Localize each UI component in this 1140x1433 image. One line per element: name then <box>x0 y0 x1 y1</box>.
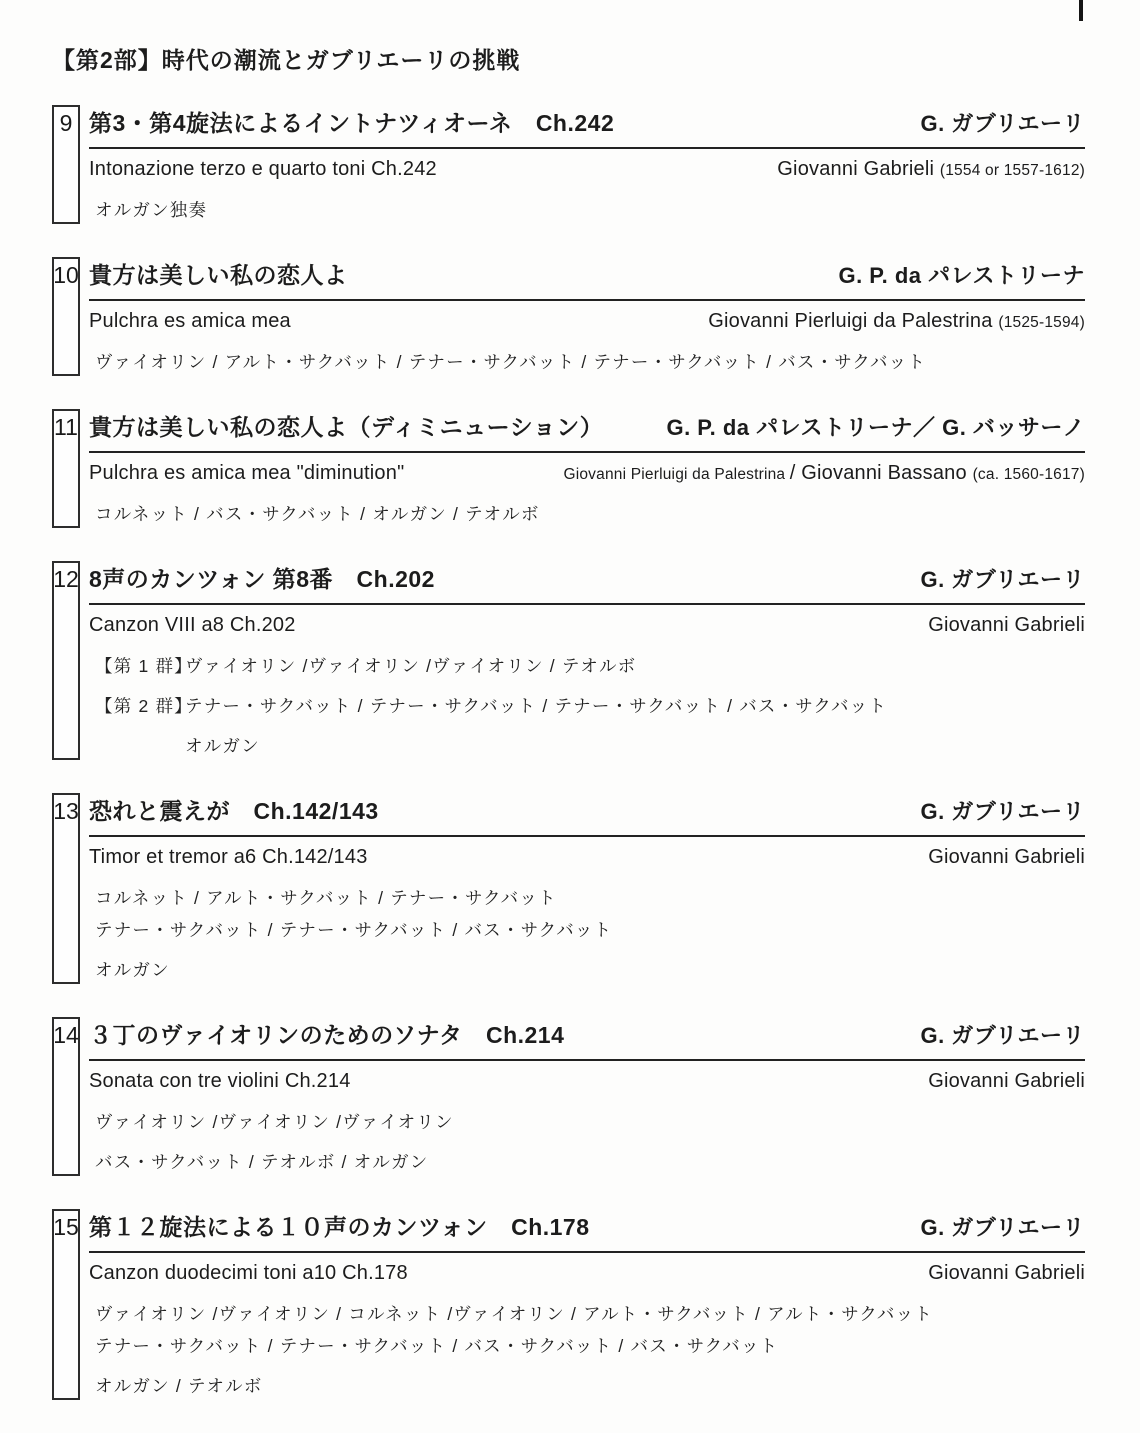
instrument-line <box>95 653 1085 678</box>
instrument-text: バス・サクバット / テオルボ / オルガン <box>95 1152 429 1172</box>
title-jp: 恐れと震えが Ch.142/143 <box>89 798 379 824</box>
composer-jp: G. P. da パレストリーナ <box>838 263 1085 288</box>
title-latin: Timor et tremor a6 Ch.142/143 <box>89 846 368 868</box>
title-row <box>89 257 1085 301</box>
title-latin: Canzon duodecimi toni a10 Ch.178 <box>89 1262 408 1284</box>
item-content <box>89 1209 1085 1400</box>
instrument-line <box>95 693 1085 718</box>
instrument-line <box>95 1373 1085 1398</box>
instrument-text: ヴァイオリン /ヴァイオリン / コルネット /ヴァイオリン / アルト・サクバット / アルト・サクバット <box>95 1304 933 1324</box>
section-header: 【第2部】時代の潮流とガブリエーリの挑戦 <box>52 47 521 73</box>
instrument-line <box>95 501 1085 526</box>
composer-jp: G. P. da パレストリーナ／ G. バッサーノ <box>666 415 1085 440</box>
instrument-text: テナー・サクバット / テナー・サクバット / バス・サクバット / バス・サクバット <box>95 1336 779 1356</box>
program-item-10 <box>52 257 1085 376</box>
item-number: 13 <box>53 798 79 824</box>
composer-en-name: Giovanni Gabrieli <box>928 1262 1085 1284</box>
title-row <box>89 793 1085 837</box>
item-content <box>89 561 1085 760</box>
title-latin: Pulchra es amica mea "diminution" <box>89 462 405 484</box>
title-row <box>89 105 1085 149</box>
composer-en <box>928 846 1085 869</box>
latin-row <box>89 1070 1085 1093</box>
composer-en-name: / Giovanni Bassano <box>789 462 973 484</box>
item-content <box>89 1017 1085 1176</box>
instrumentation <box>89 885 1085 982</box>
latin-row <box>89 1262 1085 1285</box>
item-number: 14 <box>53 1022 79 1048</box>
instrument-line <box>95 733 1085 758</box>
composer-en-name: Giovanni Gabrieli <box>777 158 940 180</box>
instrument-line <box>95 917 1085 942</box>
title-latin: Pulchra es amica mea <box>89 310 291 332</box>
title-jp: 貴方は美しい私の恋人よ（ディミニューション） <box>89 414 604 440</box>
composer-jp: G. ガブリエーリ <box>920 111 1085 136</box>
composer-en <box>708 310 1085 333</box>
latin-row <box>89 158 1085 181</box>
item-number: 10 <box>53 262 79 288</box>
composer-jp: G. ガブリエーリ <box>920 799 1085 824</box>
instrument-line <box>95 957 1085 982</box>
title-latin: Canzon VIII a8 Ch.202 <box>89 614 296 636</box>
instrumentation <box>89 653 1085 758</box>
item-number: 15 <box>53 1214 79 1240</box>
title-jp: 貴方は美しい私の恋人よ <box>89 262 348 288</box>
scan-artifact-line <box>1079 0 1083 21</box>
instrument-text: コルネット / バス・サクバット / オルガン / テオルボ <box>95 504 540 524</box>
composer-en-prefix: Giovanni Pierluigi da Palestrina <box>563 466 790 483</box>
program-item-11 <box>52 409 1085 528</box>
title-row <box>89 1209 1085 1253</box>
instrument-text: テナー・サクバット / テナー・サクバット / バス・サクバット <box>95 920 613 940</box>
instrument-text: オルガン <box>95 960 170 980</box>
instrument-line <box>95 1109 1085 1134</box>
instrument-line <box>95 1149 1085 1174</box>
instrument-text: コルネット / アルト・サクバット / テナー・サクバット <box>95 888 557 908</box>
instrument-line <box>95 885 1085 910</box>
item-number-box <box>52 1209 80 1400</box>
instrumentation <box>89 501 1085 526</box>
instrumentation <box>89 349 1085 374</box>
program-item-15 <box>52 1209 1085 1400</box>
instrument-text: ヴァイオリン / アルト・サクバット / テナー・サクバット / テナー・サクバット / バス・サクバット <box>95 352 927 372</box>
item-number-box <box>52 561 80 760</box>
program-list <box>52 105 1085 1433</box>
item-number-box <box>52 409 80 528</box>
composer-en <box>928 1262 1085 1285</box>
item-content <box>89 105 1085 224</box>
item-content <box>89 257 1085 376</box>
composer-jp: G. ガブリエーリ <box>920 1215 1085 1240</box>
group-label: 【第 2 群】 <box>95 696 193 716</box>
composer-en-name: Giovanni Gabrieli <box>928 614 1085 636</box>
title-jp: 8声のカンツォン 第8番 Ch.202 <box>89 566 435 592</box>
latin-row <box>89 462 1085 485</box>
composer-en <box>563 462 1085 485</box>
title-row <box>89 561 1085 605</box>
instrument-text: オルガン / テオルボ <box>95 1376 263 1396</box>
title-row <box>89 1017 1085 1061</box>
latin-row <box>89 614 1085 637</box>
composer-en <box>928 1070 1085 1093</box>
instrumentation <box>89 197 1085 222</box>
instrument-text: ヴァイオリン /ヴァイオリン /ヴァイオリン <box>95 1112 454 1132</box>
item-number-box <box>52 793 80 984</box>
item-content <box>89 793 1085 984</box>
item-number-box <box>52 1017 80 1176</box>
item-number: 12 <box>53 566 79 592</box>
item-number: 9 <box>59 110 73 136</box>
item-number-box <box>52 257 80 376</box>
instrument-line <box>95 349 1085 374</box>
title-latin: Intonazione terzo e quarto toni Ch.242 <box>89 158 437 180</box>
title-jp: 第１２旋法による１０声のカンツォン Ch.178 <box>89 1214 590 1240</box>
instrument-text: テナー・サクバット / テナー・サクバット / テナー・サクバット / バス・サクバット <box>185 696 888 716</box>
item-content <box>89 409 1085 528</box>
composer-en-years: (1554 or 1557-1612) <box>939 162 1085 179</box>
program-item-13 <box>52 793 1085 984</box>
instrument-text: オルガン独奏 <box>95 200 208 220</box>
instrument-text: ヴァイオリン /ヴァイオリン /ヴァイオリン / テオルボ <box>185 656 637 676</box>
composer-en <box>928 614 1085 637</box>
composer-en-years: (1525-1594) <box>998 314 1085 331</box>
composer-en-years: (ca. 1560-1617) <box>972 466 1085 483</box>
composer-jp: G. ガブリエーリ <box>920 1023 1085 1048</box>
instrumentation <box>89 1301 1085 1398</box>
instrument-line <box>95 1301 1085 1326</box>
group-label: 【第 1 群】 <box>95 656 193 676</box>
group-label <box>95 733 185 758</box>
composer-en-name: Giovanni Gabrieli <box>928 846 1085 868</box>
title-jp: 第3・第4旋法によるイントナツィオーネ Ch.242 <box>89 110 615 136</box>
instrument-line <box>95 197 1085 222</box>
item-number: 11 <box>54 414 78 440</box>
title-jp: ３丁のヴァイオリンのためのソナタ Ch.214 <box>89 1022 565 1048</box>
title-latin: Sonata con tre violini Ch.214 <box>89 1070 351 1092</box>
program-item-14 <box>52 1017 1085 1176</box>
instrument-text: オルガン <box>185 736 260 756</box>
title-row <box>89 409 1085 453</box>
composer-jp: G. ガブリエーリ <box>920 567 1085 592</box>
latin-row <box>89 310 1085 333</box>
item-number-box <box>52 105 80 224</box>
composer-en-name: Giovanni Pierluigi da Palestrina <box>708 310 999 332</box>
composer-en <box>777 158 1085 181</box>
instrumentation <box>89 1109 1085 1174</box>
composer-en-name: Giovanni Gabrieli <box>928 1070 1085 1092</box>
instrument-line <box>95 1333 1085 1358</box>
program-item-9 <box>52 105 1085 224</box>
program-item-12 <box>52 561 1085 760</box>
latin-row <box>89 846 1085 869</box>
